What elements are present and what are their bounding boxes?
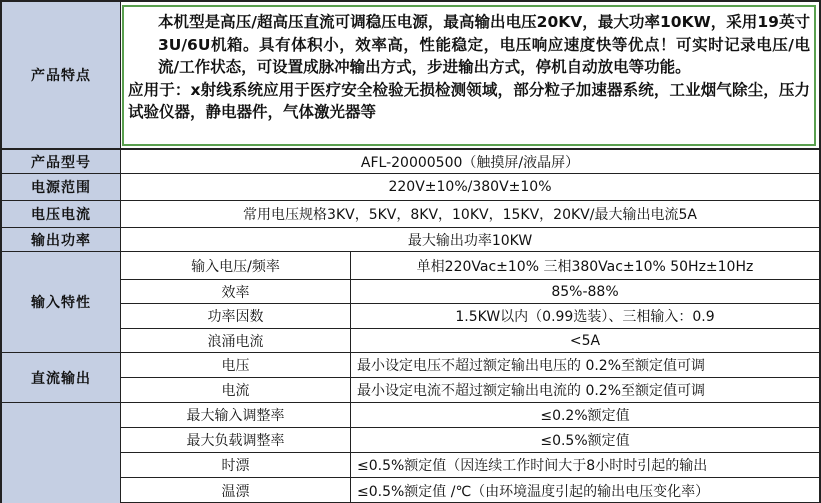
grid-line xyxy=(120,477,821,478)
grid-line xyxy=(120,452,821,453)
regulation-label xyxy=(2,403,120,503)
regulation-row-value: ≤0.2%额定值 xyxy=(351,403,819,427)
grid-line xyxy=(120,279,821,280)
input-row-name: 效率 xyxy=(121,280,350,303)
dc-output-row-name: 电流 xyxy=(121,378,350,402)
regulation-row-name: 时漂 xyxy=(121,453,350,477)
grid-line xyxy=(0,0,2,503)
input-row-value: 单相220Vac±10% 三相380Vac±10% 50Hz±10Hz xyxy=(351,252,819,279)
input-label: 输入特性 xyxy=(2,252,120,352)
dc-output-row-name: 电压 xyxy=(121,353,350,377)
regulation-row-name: 温漂 xyxy=(121,478,350,503)
dc-output-row-value: 最小设定电流不超过额定输出电流的 0.2%至额定值可调 xyxy=(351,378,819,402)
model-label: 产品型号 xyxy=(2,150,120,173)
input-row-value: 85%-88% xyxy=(351,280,819,303)
voltage-current-value: 常用电压规格3KV，5KV，8KV，10KV，15KV，20KV/最大输出电流5A xyxy=(121,201,819,227)
grid-line xyxy=(120,328,821,329)
grid-line xyxy=(0,402,821,403)
features-label: 产品特点 xyxy=(2,2,120,148)
input-row-value: 1.5KW以内（0.99选装）、三相输入：0.9 xyxy=(351,304,819,328)
dc-output-row-value: 最小设定电压不超过额定输出电压的 0.2%至额定值可调 xyxy=(351,353,819,377)
grid-line xyxy=(0,173,821,174)
output-power-value: 最大输出功率10KW xyxy=(121,228,819,251)
regulation-row-value: ≤0.5%额定值 /℃（由环境温度引起的输出电压变化率） xyxy=(351,478,819,503)
voltage-current-label: 电压电流 xyxy=(2,201,120,227)
grid-line xyxy=(0,251,821,252)
regulation-row-value: ≤0.5%额定值（因连续工作时间大于8小时时引起的输出 xyxy=(351,453,819,477)
features-description xyxy=(122,5,816,146)
input-row-name: 功率因数 xyxy=(121,304,350,328)
grid-line xyxy=(120,377,821,378)
grid-line xyxy=(120,0,121,503)
grid-line xyxy=(0,352,821,353)
input-row-name: 浪涌电流 xyxy=(121,329,350,352)
regulation-row-name: 最大负载调整率 xyxy=(121,428,350,452)
dc-output-label: 直流输出 xyxy=(2,353,120,402)
power-range-value: 220V±10%/380V±10% xyxy=(121,174,819,200)
grid-line xyxy=(0,227,821,228)
grid-line xyxy=(0,148,821,150)
grid-line xyxy=(0,0,821,2)
input-row-value: <5A xyxy=(351,329,819,352)
power-range-label: 电源范围 xyxy=(2,174,120,200)
grid-line xyxy=(120,303,821,304)
output-power-label: 输出功率 xyxy=(2,228,120,251)
grid-line xyxy=(120,427,821,428)
features-application: 应用于：x射线系统应用于医疗安全检验无损检测领域，部分粒子加速器系统，工业烟气除尘，压力试验仪器，静电器件，气体激光器等 xyxy=(128,80,810,121)
grid-line xyxy=(350,251,351,503)
regulation-row-name: 最大输入调整率 xyxy=(121,403,350,427)
input-row-name: 输入电压/频率 xyxy=(121,252,350,279)
regulation-row-value: ≤0.5%额定值 xyxy=(351,428,819,452)
grid-line xyxy=(0,200,821,201)
model-value: AFL-20000500（触摸屏/液晶屏） xyxy=(121,150,819,173)
features-intro: 本机型是高压/超高压直流可调稳压电源，最高输出电压20KV，最大功率10KW，采用19英寸3U/6U机箱。具有体积小，效率高，性能稳定，电压响应速度快等优点！可实时记录电压/电流/工作状态，可设置成脉冲输出方式，步进输出方式，停机自动放电等功能。 xyxy=(158,13,810,76)
